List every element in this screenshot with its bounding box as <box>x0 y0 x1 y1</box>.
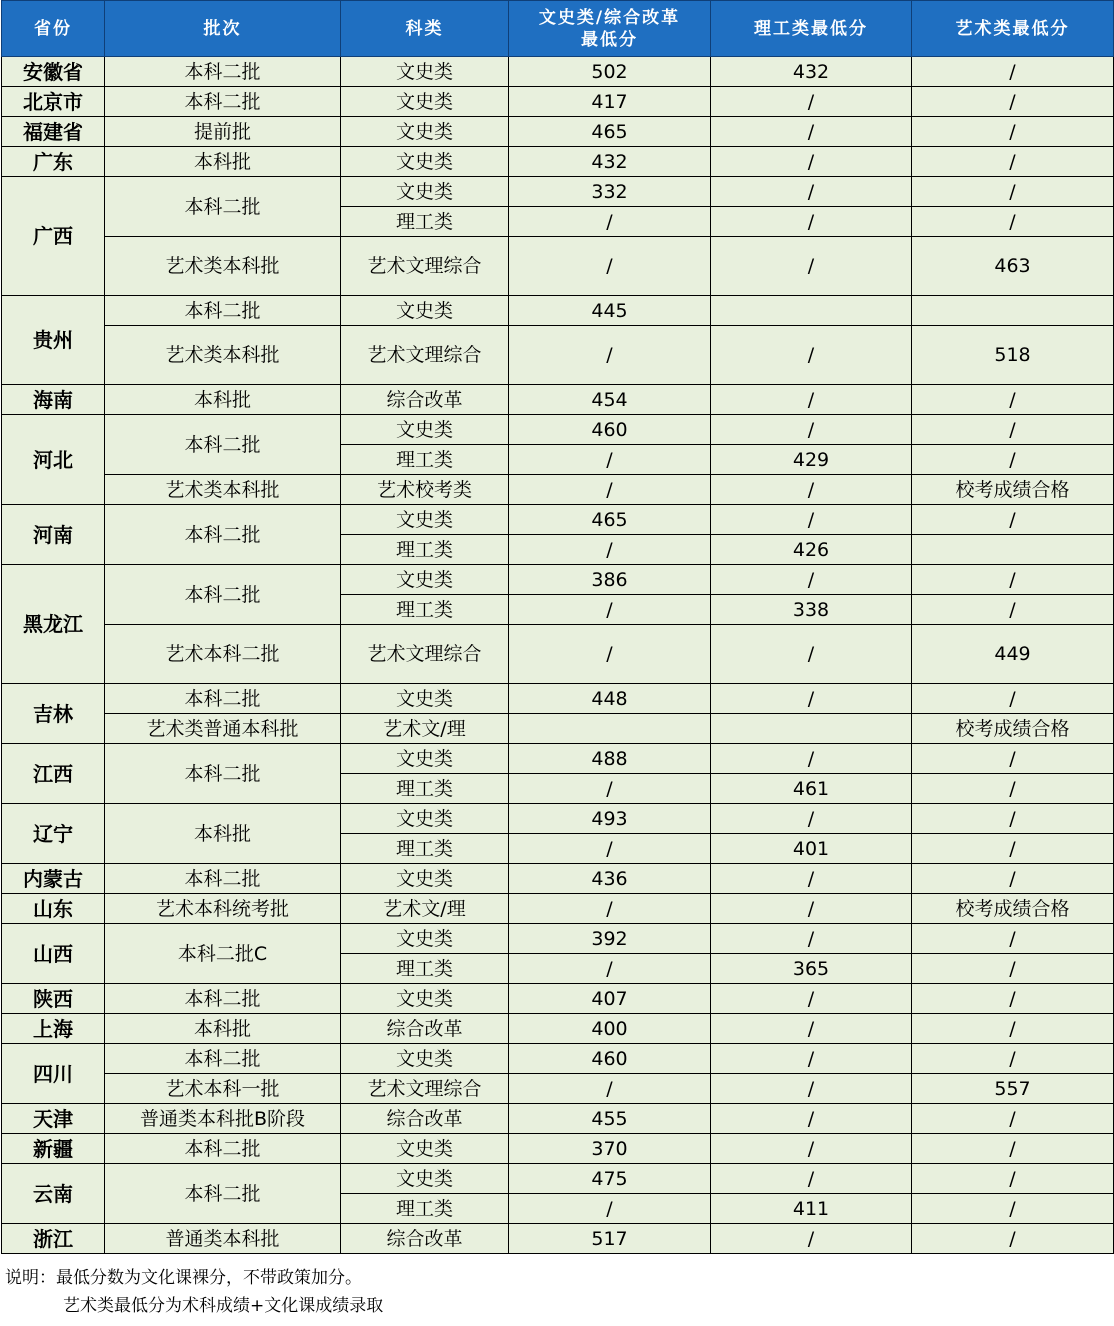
table-row <box>2 684 1114 714</box>
li-score-cell: / <box>711 1164 912 1194</box>
batch-cell: 本科批 <box>105 1014 341 1044</box>
category-cell: 文史类 <box>341 415 509 445</box>
wen-score-cell: 460 <box>509 1044 711 1074</box>
batch-cell: 本科二批 <box>105 744 341 804</box>
wen-score-cell: / <box>509 834 711 864</box>
table-row <box>2 1224 1114 1254</box>
wen-score-cell: 436 <box>509 864 711 894</box>
batch-cell: 本科批 <box>105 385 341 415</box>
province-cell: 河南 <box>2 505 105 565</box>
category-cell: 艺术文理综合 <box>341 625 509 684</box>
wen-score-cell: / <box>509 1074 711 1104</box>
category-cell: 文史类 <box>341 177 509 207</box>
category-cell: 综合改革 <box>341 385 509 415</box>
li-score-cell: / <box>711 1104 912 1134</box>
yi-score-cell: / <box>912 864 1114 894</box>
li-score-cell: 338 <box>711 595 912 625</box>
li-score-cell: / <box>711 207 912 237</box>
batch-cell: 本科二批 <box>105 1044 341 1074</box>
category-cell: 文史类 <box>341 296 509 326</box>
batch-cell: 本科二批C <box>105 924 341 984</box>
table-row <box>2 117 1114 147</box>
category-cell: 文史类 <box>341 87 509 117</box>
li-score-cell: / <box>711 237 912 296</box>
batch-cell: 本科二批 <box>105 565 341 625</box>
batch-cell: 本科批 <box>105 804 341 864</box>
wen-score-cell: 475 <box>509 1164 711 1194</box>
category-cell: 综合改革 <box>341 1014 509 1044</box>
li-score-cell: 426 <box>711 535 912 565</box>
table-row <box>2 744 1114 774</box>
yi-score-cell: / <box>912 1134 1114 1164</box>
li-score-cell: / <box>711 385 912 415</box>
li-score-cell: / <box>711 625 912 684</box>
province-cell: 河北 <box>2 415 105 505</box>
wen-score-cell: 448 <box>509 684 711 714</box>
category-cell: 理工类 <box>341 834 509 864</box>
batch-cell: 艺术本科二批 <box>105 625 341 684</box>
wen-score-cell: / <box>509 1194 711 1224</box>
yi-score-cell: / <box>912 924 1114 954</box>
table-row <box>2 1044 1114 1074</box>
yi-score-cell: / <box>912 207 1114 237</box>
category-cell: 文史类 <box>341 117 509 147</box>
category-cell: 文史类 <box>341 684 509 714</box>
table-row <box>2 296 1114 326</box>
category-cell: 理工类 <box>341 954 509 984</box>
yi-score-cell: / <box>912 445 1114 475</box>
category-cell: 艺术校考类 <box>341 475 509 505</box>
li-score-cell: / <box>711 984 912 1014</box>
yi-score-cell: 校考成绩合格 <box>912 475 1114 505</box>
table-row <box>2 894 1114 924</box>
province-cell: 福建省 <box>2 117 105 147</box>
yi-score-cell: / <box>912 385 1114 415</box>
batch-cell: 本科二批 <box>105 984 341 1014</box>
category-cell: 理工类 <box>341 535 509 565</box>
province-cell: 广东 <box>2 147 105 177</box>
li-score-cell: / <box>711 1044 912 1074</box>
table-row <box>2 1104 1114 1134</box>
wen-score-cell: 392 <box>509 924 711 954</box>
province-cell: 黑龙江 <box>2 565 105 684</box>
li-score-cell: 461 <box>711 774 912 804</box>
li-score-cell: / <box>711 804 912 834</box>
li-score-cell: / <box>711 415 912 445</box>
table-row <box>2 147 1114 177</box>
yi-score-cell: / <box>912 177 1114 207</box>
header-li-score: 理工类最低分 <box>711 1 912 57</box>
batch-cell: 艺术类普通本科批 <box>105 714 341 744</box>
li-score-cell: / <box>711 924 912 954</box>
yi-score-cell: / <box>912 954 1114 984</box>
category-cell: 艺术文理综合 <box>341 326 509 385</box>
wen-score-cell: / <box>509 207 711 237</box>
category-cell: 文史类 <box>341 505 509 535</box>
li-score-cell: / <box>711 1224 912 1254</box>
wen-score-cell: / <box>509 595 711 625</box>
category-cell: 文史类 <box>341 864 509 894</box>
wen-score-cell: / <box>509 954 711 984</box>
category-cell: 艺术文理综合 <box>341 237 509 296</box>
wen-score-cell: / <box>509 894 711 924</box>
category-cell: 艺术文理综合 <box>341 1074 509 1104</box>
wen-score-cell: 517 <box>509 1224 711 1254</box>
table-row <box>2 1014 1114 1044</box>
batch-cell: 普通类本科批B阶段 <box>105 1104 341 1134</box>
province-cell: 安徽省 <box>2 57 105 87</box>
yi-score-cell: / <box>912 1104 1114 1134</box>
yi-score-cell: 463 <box>912 237 1114 296</box>
table-row <box>2 1134 1114 1164</box>
category-cell: 理工类 <box>341 595 509 625</box>
wen-score-cell: 488 <box>509 744 711 774</box>
li-score-cell: / <box>711 147 912 177</box>
yi-score-cell: / <box>912 505 1114 535</box>
category-cell: 文史类 <box>341 744 509 774</box>
batch-cell: 本科二批 <box>105 505 341 565</box>
wen-score-cell: 454 <box>509 385 711 415</box>
batch-cell: 本科二批 <box>105 1164 341 1224</box>
wen-score-cell: 465 <box>509 117 711 147</box>
yi-score-cell: 557 <box>912 1074 1114 1104</box>
li-score-cell: 411 <box>711 1194 912 1224</box>
note-line-2: 艺术类最低分为术科成绩+文化课成绩录取 <box>63 1296 384 1316</box>
li-score-cell <box>711 714 912 744</box>
yi-score-cell: / <box>912 1044 1114 1074</box>
province-cell: 山西 <box>2 924 105 984</box>
note-line-1: 说明：最低分数为文化课裸分，不带政策加分。 <box>5 1268 362 1288</box>
province-cell: 吉林 <box>2 684 105 744</box>
wen-score-cell: / <box>509 445 711 475</box>
li-score-cell: / <box>711 684 912 714</box>
header-row <box>2 1 1114 57</box>
yi-score-cell: / <box>912 595 1114 625</box>
header-yi-score: 艺术类最低分 <box>912 1 1114 57</box>
category-cell: 文史类 <box>341 1134 509 1164</box>
category-cell: 理工类 <box>341 1194 509 1224</box>
li-score-cell: 365 <box>711 954 912 984</box>
province-cell: 四川 <box>2 1044 105 1104</box>
yi-score-cell: / <box>912 804 1114 834</box>
yi-score-cell: / <box>912 984 1114 1014</box>
table-row <box>2 237 1114 296</box>
li-score-cell: / <box>711 1014 912 1044</box>
li-score-cell: 401 <box>711 834 912 864</box>
yi-score-cell: / <box>912 1164 1114 1194</box>
yi-score-cell <box>912 296 1114 326</box>
li-score-cell: / <box>711 87 912 117</box>
table-row <box>2 505 1114 535</box>
wen-score-cell: 455 <box>509 1104 711 1134</box>
yi-score-cell <box>912 535 1114 565</box>
category-cell: 文史类 <box>341 565 509 595</box>
province-cell: 辽宁 <box>2 804 105 864</box>
batch-cell: 艺术本科一批 <box>105 1074 341 1104</box>
header-province: 省份 <box>2 1 105 57</box>
li-score-cell <box>711 296 912 326</box>
batch-cell: 本科二批 <box>105 1134 341 1164</box>
yi-score-cell: / <box>912 684 1114 714</box>
category-cell: 文史类 <box>341 147 509 177</box>
yi-score-cell: 校考成绩合格 <box>912 714 1114 744</box>
yi-score-cell: / <box>912 744 1114 774</box>
table-row <box>2 714 1114 744</box>
li-score-cell: / <box>711 894 912 924</box>
table-row <box>2 57 1114 87</box>
batch-cell: 艺术类本科批 <box>105 326 341 385</box>
li-score-cell: / <box>711 744 912 774</box>
yi-score-cell: / <box>912 415 1114 445</box>
header-wen-score: 文史类/综合改革 最低分 <box>509 1 711 57</box>
category-cell: 综合改革 <box>341 1104 509 1134</box>
category-cell: 艺术文/理 <box>341 894 509 924</box>
table-row <box>2 326 1114 385</box>
wen-score-cell: / <box>509 237 711 296</box>
li-score-cell: / <box>711 117 912 147</box>
category-cell: 文史类 <box>341 1164 509 1194</box>
table-row <box>2 1074 1114 1104</box>
province-cell: 广西 <box>2 177 105 296</box>
yi-score-cell: / <box>912 1194 1114 1224</box>
li-score-cell: / <box>711 1074 912 1104</box>
category-cell: 文史类 <box>341 984 509 1014</box>
wen-score-cell: 460 <box>509 415 711 445</box>
batch-cell: 本科批 <box>105 147 341 177</box>
batch-cell: 本科二批 <box>105 864 341 894</box>
yi-score-cell: / <box>912 1224 1114 1254</box>
table-row <box>2 415 1114 445</box>
table-row <box>2 924 1114 954</box>
table-row <box>2 1164 1114 1194</box>
yi-score-cell: / <box>912 87 1114 117</box>
wen-score-cell: 407 <box>509 984 711 1014</box>
yi-score-cell: / <box>912 1014 1114 1044</box>
wen-score-cell: 465 <box>509 505 711 535</box>
province-cell: 新疆 <box>2 1134 105 1164</box>
wen-score-cell: 432 <box>509 147 711 177</box>
batch-cell: 本科二批 <box>105 684 341 714</box>
table-row <box>2 984 1114 1014</box>
batch-cell: 本科二批 <box>105 415 341 475</box>
batch-cell: 艺术类本科批 <box>105 237 341 296</box>
wen-score-cell: / <box>509 625 711 684</box>
table-row <box>2 385 1114 415</box>
category-cell: 理工类 <box>341 207 509 237</box>
province-cell: 上海 <box>2 1014 105 1044</box>
province-cell: 贵州 <box>2 296 105 385</box>
yi-score-cell: 校考成绩合格 <box>912 894 1114 924</box>
wen-score-cell: 332 <box>509 177 711 207</box>
yi-score-cell: / <box>912 57 1114 87</box>
li-score-cell: 429 <box>711 445 912 475</box>
province-cell: 天津 <box>2 1104 105 1134</box>
yi-score-cell: 518 <box>912 326 1114 385</box>
score-table <box>1 0 1114 1254</box>
wen-score-cell: 493 <box>509 804 711 834</box>
yi-score-cell: / <box>912 117 1114 147</box>
province-cell: 内蒙古 <box>2 864 105 894</box>
li-score-cell: / <box>711 326 912 385</box>
wen-score-cell: / <box>509 535 711 565</box>
table-row <box>2 177 1114 207</box>
province-cell: 海南 <box>2 385 105 415</box>
header-batch: 批次 <box>105 1 341 57</box>
table-body <box>2 57 1114 1254</box>
category-cell: 综合改革 <box>341 1224 509 1254</box>
yi-score-cell: / <box>912 774 1114 804</box>
category-cell: 文史类 <box>341 1044 509 1074</box>
wen-score-cell: / <box>509 774 711 804</box>
li-score-cell: 432 <box>711 57 912 87</box>
province-cell: 浙江 <box>2 1224 105 1254</box>
wen-score-cell <box>509 714 711 744</box>
batch-cell: 提前批 <box>105 117 341 147</box>
province-cell: 山东 <box>2 894 105 924</box>
province-cell: 陕西 <box>2 984 105 1014</box>
li-score-cell: / <box>711 177 912 207</box>
li-score-cell: / <box>711 565 912 595</box>
table-row <box>2 87 1114 117</box>
batch-cell: 艺术本科统考批 <box>105 894 341 924</box>
category-cell: 理工类 <box>341 445 509 475</box>
table-row <box>2 475 1114 505</box>
wen-score-cell: 502 <box>509 57 711 87</box>
yi-score-cell: / <box>912 565 1114 595</box>
batch-cell: 普通类本科批 <box>105 1224 341 1254</box>
wen-score-cell: 417 <box>509 87 711 117</box>
yi-score-cell: / <box>912 147 1114 177</box>
table-row <box>2 804 1114 834</box>
batch-cell: 本科二批 <box>105 296 341 326</box>
category-cell: 艺术文/理 <box>341 714 509 744</box>
wen-score-cell: 386 <box>509 565 711 595</box>
category-cell: 文史类 <box>341 924 509 954</box>
li-score-cell: / <box>711 1134 912 1164</box>
wen-score-cell: / <box>509 326 711 385</box>
province-cell: 北京市 <box>2 87 105 117</box>
batch-cell: 艺术类本科批 <box>105 475 341 505</box>
li-score-cell: / <box>711 505 912 535</box>
wen-score-cell: 445 <box>509 296 711 326</box>
yi-score-cell: 449 <box>912 625 1114 684</box>
wen-score-cell: / <box>509 475 711 505</box>
batch-cell: 本科二批 <box>105 57 341 87</box>
li-score-cell: / <box>711 475 912 505</box>
yi-score-cell: / <box>912 834 1114 864</box>
table-row <box>2 864 1114 894</box>
header-category: 科类 <box>341 1 509 57</box>
category-cell: 理工类 <box>341 774 509 804</box>
wen-score-cell: 400 <box>509 1014 711 1044</box>
batch-cell: 本科二批 <box>105 87 341 117</box>
province-cell: 云南 <box>2 1164 105 1224</box>
batch-cell: 本科二批 <box>105 177 341 237</box>
table-row <box>2 625 1114 684</box>
table-row <box>2 565 1114 595</box>
province-cell: 江西 <box>2 744 105 804</box>
category-cell: 文史类 <box>341 57 509 87</box>
li-score-cell: / <box>711 864 912 894</box>
category-cell: 文史类 <box>341 804 509 834</box>
wen-score-cell: 370 <box>509 1134 711 1164</box>
